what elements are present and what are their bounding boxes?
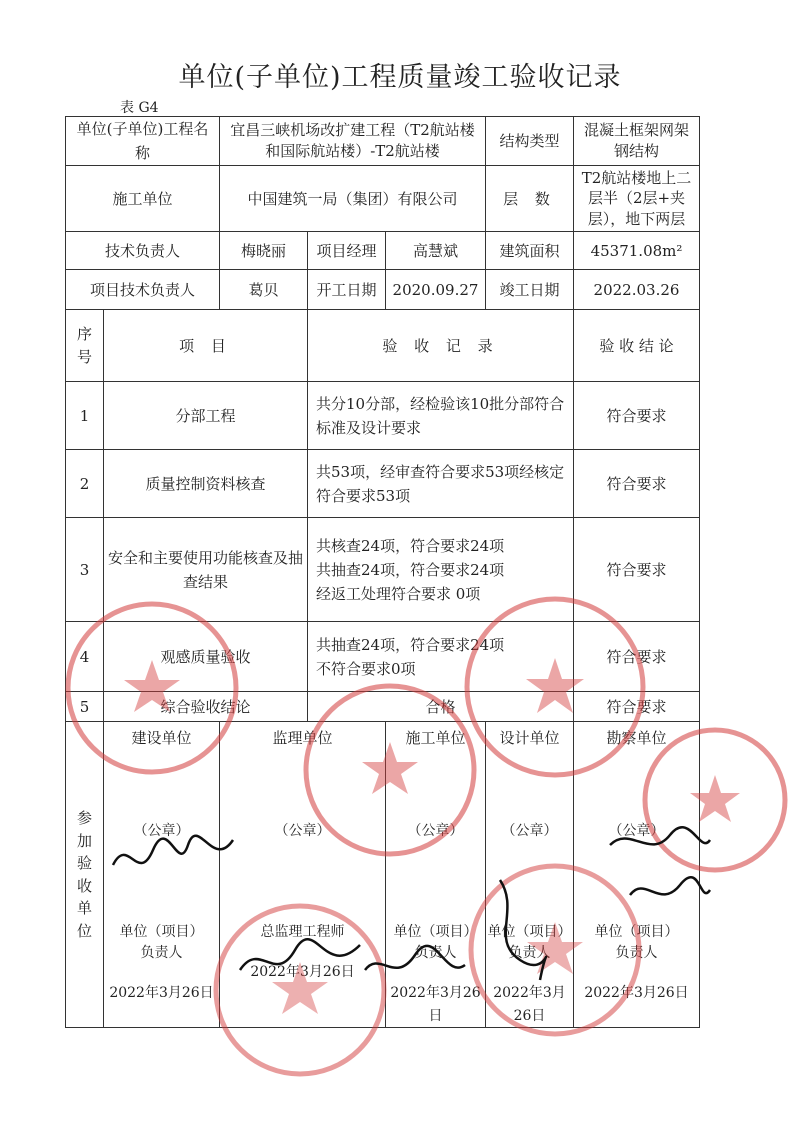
unit-survey: 勘察单位 （公章） 单位（项目） 负责人 2022年3月26日 [574,722,700,1028]
floors-value: T2航站楼地上二层半（2层+夹层），地下两层 [574,166,700,232]
participants-label: 参加验收单位 [66,722,104,1028]
pm-value: 高慧斌 [386,232,486,270]
row-no: 4 [66,622,104,692]
acceptance-table [65,116,700,1028]
area-value: 45371.08m² [574,232,700,270]
project-tech-value: 葛贝 [220,270,308,310]
row-conclusion: 符合要求 [574,450,700,518]
unit-design: 设计单位 （公章） 单位（项目） 负责人 2022年3月26日 [486,722,574,1028]
participants-row [66,722,700,1028]
start-date-value: 2020.09.27 [386,270,486,310]
row-no: 5 [66,692,104,722]
col-header-conclusion: 验 收 结 论 [574,310,700,382]
table-row [66,382,700,450]
row-item: 综合验收结论 [104,692,308,722]
structure-label: 结构类型 [486,117,574,166]
structure-value: 混凝土框架网架钢结构 [574,117,700,166]
row-record: 共抽查24项，符合要求24项 不符合要求0项 [308,622,574,692]
tech-lead-value: 梅晓丽 [220,232,308,270]
row-record: 共分10分部，经检验该10批分部符合标准及设计要求 [308,382,574,450]
builder-label: 施工单位 [66,166,220,232]
unit-supervision: 监理单位 （公章） 总监理工程师 2022年3月26日 [220,722,386,1028]
table-row [66,518,700,622]
row-no: 3 [66,518,104,622]
row-item: 安全和主要使用功能核查及抽查结果 [104,518,308,622]
table-row [66,622,700,692]
row-conclusion: 符合要求 [574,692,700,722]
col-header-no: 序号 [66,310,104,382]
pm-label: 项目经理 [308,232,386,270]
builder-value: 中国建筑一局（集团）有限公司 [220,166,486,232]
table-row [66,450,700,518]
form-code: 表 G4 [120,100,159,116]
project-name-label: 单位(子单位)工程名称 [66,117,220,166]
row-item: 观感质量验收 [104,622,308,692]
project-name-value: 宜昌三峡机场改扩建工程（T2航站楼和国际航站楼）-T2航站楼 [220,117,486,166]
row-record: 共核查24项，符合要求24项 共抽查24项，符合要求24项 经返工处理符合要求 0项 [308,518,574,622]
row-record: 共53项，经审查符合要求53项经核定符合要求53项 [308,450,574,518]
row-record: 合格 [308,692,574,722]
unit-construction: 建设单位 （公章） 单位（项目） 负责人 2022年3月26日 [104,722,220,1028]
unit-builder: 施工单位 （公章） 单位（项目） 负责人 2022年3月26日 [386,722,486,1028]
finish-date-value: 2022.03.26 [574,270,700,310]
row-no: 2 [66,450,104,518]
row-no: 1 [66,382,104,450]
page-title: 单位(子单位)工程质量竣工验收记录 [178,62,622,93]
tech-lead-label: 技术负责人 [66,232,220,270]
row-item: 质量控制资料核查 [104,450,308,518]
row-conclusion: 符合要求 [574,382,700,450]
start-date-label: 开工日期 [308,270,386,310]
col-header-item: 项 目 [104,310,308,382]
row-item: 分部工程 [104,382,308,450]
row-conclusion: 符合要求 [574,518,700,622]
row-conclusion: 符合要求 [574,622,700,692]
table-row [66,692,700,722]
floors-label: 层 数 [486,166,574,232]
col-header-record: 验 收 记 录 [308,310,574,382]
area-label: 建筑面积 [486,232,574,270]
project-tech-label: 项目技术负责人 [66,270,220,310]
finish-date-label: 竣工日期 [486,270,574,310]
